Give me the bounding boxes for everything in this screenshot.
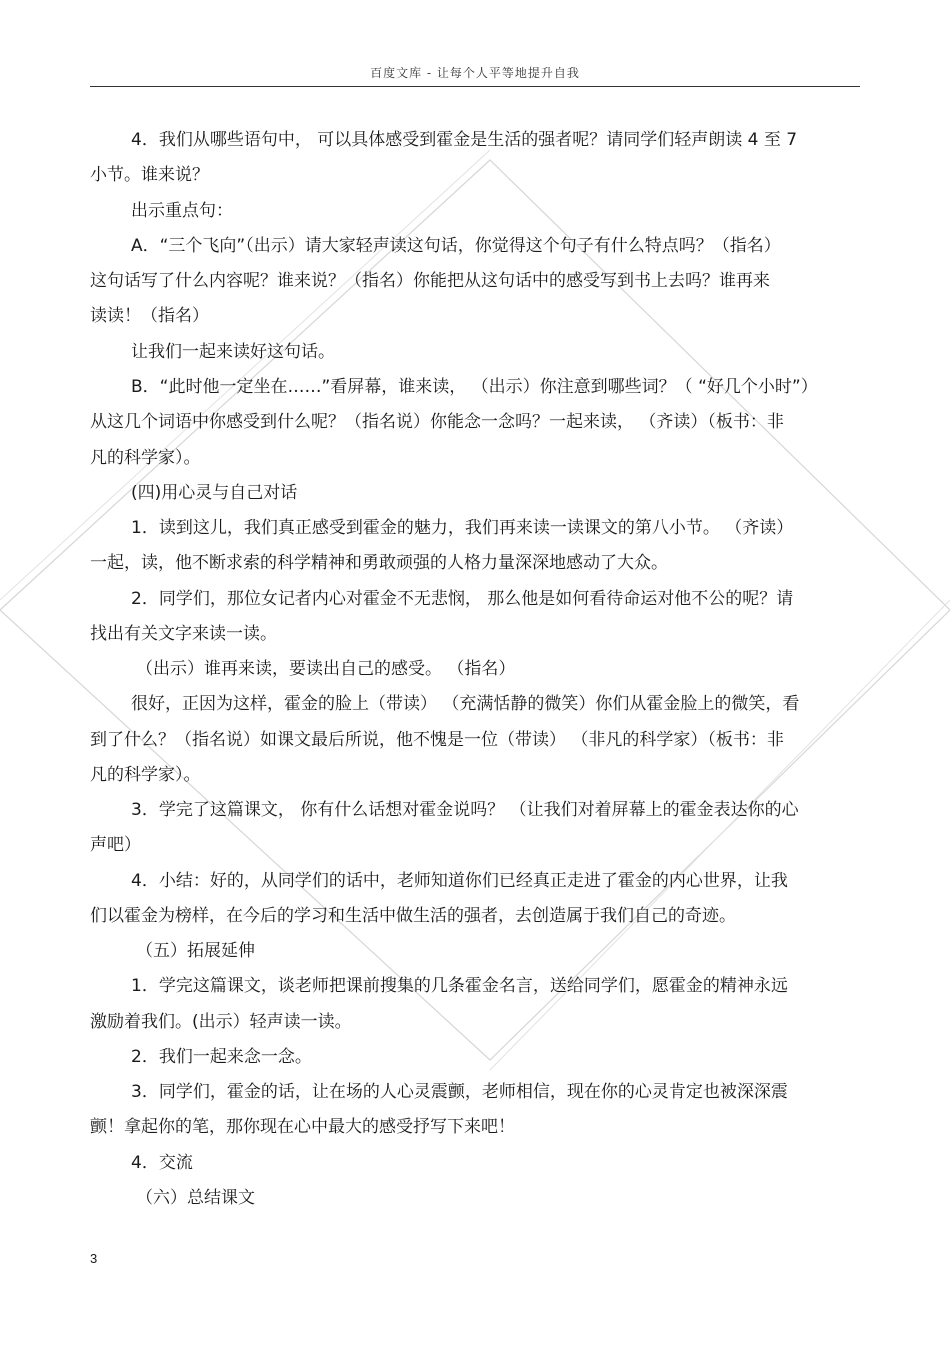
paragraph-line: 1．学完这篇课文，谈老师把课前搜集的几条霍金名言，送给同学们，愿霍金的精神永远 <box>131 976 788 996</box>
paragraph-line: 一起，读，他不断求索的科学精神和勇敢顽强的人格力量深深地感动了大众。 <box>90 553 668 573</box>
paragraph-line: 2．同学们，那位女记者内心对霍金不无悲悯， 那么他是如何看待命运对他不公的呢？请 <box>131 589 794 609</box>
section-heading: （五）拓展延伸 <box>136 941 255 961</box>
paragraph-line: 们以霍金为榜样，在今后的学习和生活中做生活的强者，去创造属于我们自己的奇迹。 <box>90 906 736 926</box>
paragraph-line: 3．学完了这篇课文， 你有什么话想对霍金说吗？ （让我们对着屏幕上的霍金表达你的心 <box>131 800 799 820</box>
paragraph-line: 凡的科学家）。 <box>90 765 201 785</box>
paragraph-line: 从这几个词语中你感受到什么呢？（指名说）你能念一念吗？一起来读， （齐读）（板书：非 <box>90 412 784 432</box>
page-number: 3 <box>90 1251 98 1266</box>
paragraph-line: 4．小结：好的，从同学们的话中，老师知道你们已经真正走进了霍金的内心世界，让我 <box>131 871 788 891</box>
paragraph-line: （出示）谁再来读，要读出自己的感受。 （指名） <box>136 659 516 679</box>
paragraph-line: A．“三个飞向”（出示）请大家轻声读这句话，你觉得这个句子有什么特点吗？（指名） <box>131 236 781 256</box>
paragraph-line: 让我们一起来读好这句话。 <box>131 342 335 362</box>
paragraph-line: 3．同学们，霍金的话，让在场的人心灵震颤，老师相信，现在你的心灵肯定也被深深震 <box>131 1082 788 1102</box>
paragraph-line: 4．交流 <box>131 1153 193 1173</box>
paragraph-line: 凡的科学家）。 <box>90 448 201 468</box>
paragraph-line: 出示重点句： <box>131 201 233 221</box>
paragraph-line: B．“此时他一定坐在……”看屏幕，谁来读， （出示）你注意到哪些词？（ “好几个小时”） <box>131 377 818 397</box>
section-heading: （六）总结课文 <box>136 1188 255 1208</box>
paragraph-line: 很好，正因为这样，霍金的脸上（带读） （充满恬静的微笑）你们从霍金脸上的微笑，看 <box>131 694 800 714</box>
paragraph-line: 声吧） <box>90 835 141 855</box>
page-header: 百度文库 - 让每个人平等地提升自我 <box>370 66 580 80</box>
paragraph-line: 激励着我们。(出示）轻声读一读。 <box>90 1012 352 1032</box>
paragraph-line: 4．我们从哪些语句中， 可以具体感受到霍金是生活的强者呢？请同学们轻声朗读 4 至 7 <box>131 130 798 150</box>
paragraph-line: 颤！拿起你的笔，那你现在心中最大的感受抒写下来吧！ <box>90 1117 515 1137</box>
paragraph-line: 找出有关文字来读一读。 <box>90 624 277 644</box>
paragraph-line: 小节。谁来说？ <box>90 165 209 185</box>
section-heading: (四)用心灵与自己对话 <box>131 483 298 503</box>
paragraph-line: 2．我们一起来念一念。 <box>131 1047 312 1067</box>
paragraph-line: 到了什么？（指名说）如课文最后所说，他不愧是一位（带读） （非凡的科学家）（板书：非 <box>90 730 784 750</box>
paragraph-line: 这句话写了什么内容呢？谁来说？（指名）你能把从这句话中的感受写到书上去吗？谁再来 <box>90 271 770 291</box>
header-divider <box>90 86 860 87</box>
paragraph-line: 读读！（指名） <box>90 306 209 326</box>
paragraph-line: 1．读到这儿，我们真正感受到霍金的魅力，我们再来读一读课文的第八小节。 （齐读） <box>131 518 794 538</box>
